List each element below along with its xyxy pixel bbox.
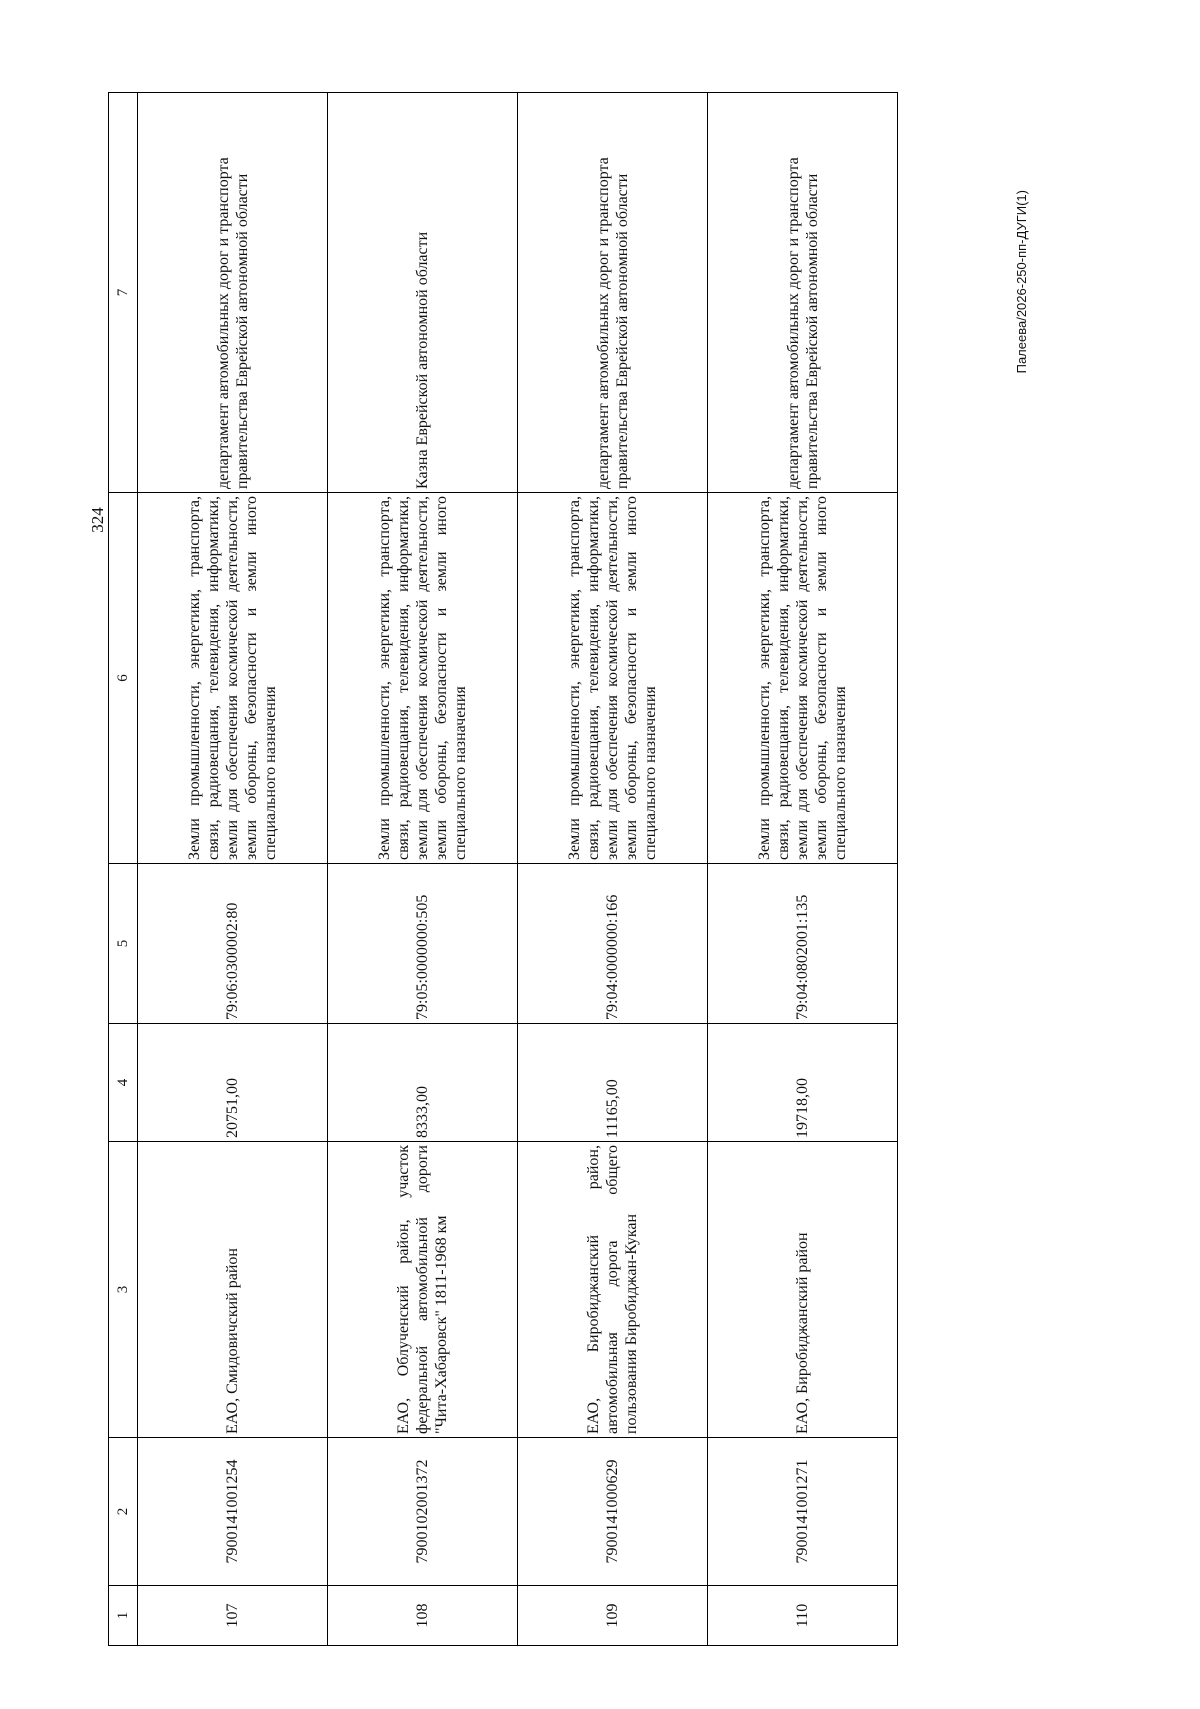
location-cell: ЕАО, Биробиджанский район, автомобильная дорога общего пользования Биробиджан-Кукан: [518, 1142, 708, 1438]
table-row: [138, 93, 328, 1646]
area-cell: 20751,00: [138, 1024, 328, 1142]
land-category-cell: Земли промышленности, энергетики, транспорта, связи, радиовещания, телевидения, информатики, земли для обеспечения космической деятельности, земли обороны, безопасности и земли иного специального назначения: [138, 493, 328, 864]
land-registry-table-rotated: [108, 93, 895, 1646]
registry-code-cell: 7900141001271: [708, 1438, 898, 1586]
location-cell: ЕАО, Биробиджанский район: [708, 1142, 898, 1438]
registry-code-cell: 7900141000629: [518, 1438, 708, 1586]
area-cell: 11165,00: [518, 1024, 708, 1142]
table-row: [518, 93, 708, 1646]
land-category-cell: Земли промышленности, энергетики, транспорта, связи, радиовещания, телевидения, информатики, земли для обеспечения космической деятельности, земли обороны, безопасности и земли иного специального назначения: [328, 493, 518, 864]
table-row: [708, 93, 898, 1646]
area-cell: 8333,00: [328, 1024, 518, 1142]
area-cell: 19718,00: [708, 1024, 898, 1142]
land-category-cell: Земли промышленности, энергетики, транспорта, связи, радиовещания, телевидения, информатики, земли для обеспечения космической деятельности, земли обороны, безопасности и земли иного специального назначения: [518, 493, 708, 864]
cadastral-number-cell: 79:04:0000000:166: [518, 864, 708, 1024]
registry-code-cell: 7900141001254: [138, 1438, 328, 1586]
page-number: 324: [88, 507, 107, 533]
row-number-cell: 107: [138, 1586, 328, 1646]
document-footer-reference: Палеева/2026-250-пп-ДУГИ(1): [1014, 190, 1029, 374]
column-header: 3: [109, 1142, 138, 1438]
location-cell: ЕАО, Облученский район, участок федеральной автомобильной дороги "Чита-Хабаровск" 1811-1968 км: [328, 1142, 518, 1438]
column-header: 5: [109, 864, 138, 1024]
right-holder-cell: Казна Еврейской автономной области: [328, 93, 518, 493]
location-cell: ЕАО, Смидовичский район: [138, 1142, 328, 1438]
table-row: [328, 93, 518, 1646]
row-number-cell: 109: [518, 1586, 708, 1646]
column-header: 6: [109, 493, 138, 864]
row-number-cell: 108: [328, 1586, 518, 1646]
row-number-cell: 110: [708, 1586, 898, 1646]
column-header: 4: [109, 1024, 138, 1142]
right-holder-cell: департамент автомобильных дорог и транспорта правительства Еврейской автономной области: [708, 93, 898, 493]
column-number-header-row: [109, 93, 138, 1646]
land-registry-table: [108, 92, 898, 1646]
cadastral-number-cell: 79:05:0000000:505: [328, 864, 518, 1024]
column-header: 2: [109, 1438, 138, 1586]
right-holder-cell: департамент автомобильных дорог и транспорта правительства Еврейской автономной области: [138, 93, 328, 493]
column-header: 7: [109, 93, 138, 493]
column-header: 1: [109, 1586, 138, 1646]
right-holder-cell: департамент автомобильных дорог и транспорта правительства Еврейской автономной области: [518, 93, 708, 493]
cadastral-number-cell: 79:06:0300002:80: [138, 864, 328, 1024]
land-category-cell: Земли промышленности, энергетики, транспорта, связи, радиовещания, телевидения, информатики, земли для обеспечения космической деятельности, земли обороны, безопасности и земли иного специального назначения: [708, 493, 898, 864]
registry-code-cell: 7900102001372: [328, 1438, 518, 1586]
cadastral-number-cell: 79:04:0802001:135: [708, 864, 898, 1024]
